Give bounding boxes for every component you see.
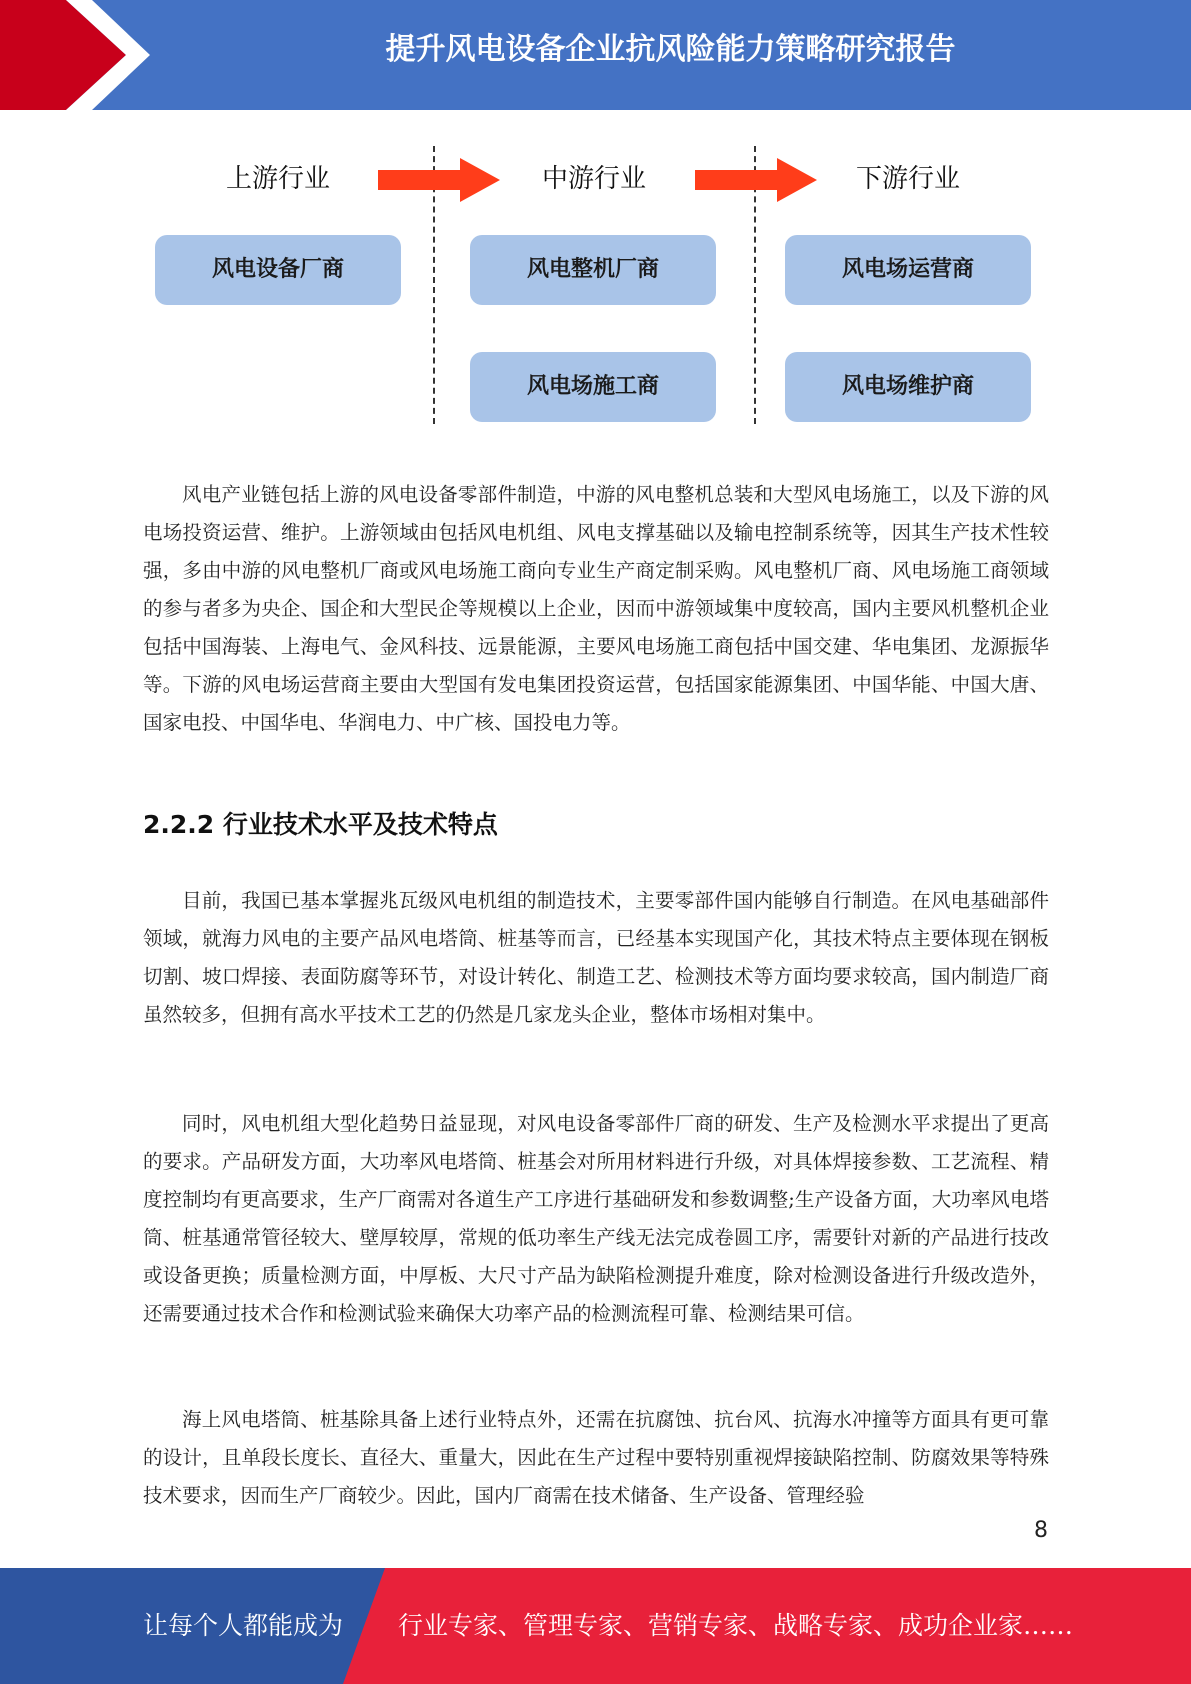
page-number: 8 bbox=[1034, 1518, 1048, 1543]
footer-slogan-left: 让每个人都能成为 bbox=[143, 1611, 344, 1640]
box-turbine-maker: 风电整机厂商 bbox=[470, 235, 716, 305]
box-windfarm-operator: 风电场运营商 bbox=[785, 235, 1031, 305]
box-windfarm-maintainer: 风电场维护商 bbox=[785, 352, 1031, 422]
header-chevron-decoration bbox=[0, 0, 160, 110]
paragraph-tech-level: 目前，我国已基本掌握兆瓦级风电机组的制造技术，主要零部件国内能够自行制造。在风电基础部件领域，就海力风电的主要产品风电塔筒、桩基等而言，已经基本实现国产化，其技术特点主要体现在钢板切割、坡口焊接、表面防腐等环节，对设计转化、制造工艺、检测技术等方面均要求较高，国内制造厂商虽然较多，但拥有高水平技术工艺的仍然是几家龙头企业，整体市场相对集中。 bbox=[143, 889, 1049, 1026]
right-arrow-icon bbox=[378, 158, 500, 202]
report-title: 提升风电设备企业抗风险能力策略研究报告 bbox=[385, 32, 956, 67]
page-footer bbox=[0, 1568, 1191, 1684]
paragraph-block-4 bbox=[143, 1401, 1049, 1515]
page-header bbox=[0, 0, 1191, 110]
stage-label-upstream: 上游行业 bbox=[225, 164, 330, 194]
paragraph-offshore: 海上风电塔筒、桩基除具备上述行业特点外，还需在抗腐蚀、抗台风、抗海水冲撞等方面具有更可靠的设计，且单段长度长、直径大、重量大，因此在生产过程中要特别重视焊接缺陷控制、防腐效果等特殊技术要求，因而生产厂商较少。因此，国内厂商需在技术储备、生产设备、管理经验 bbox=[143, 1408, 1049, 1507]
stage-label-midstream: 中游行业 bbox=[541, 164, 646, 194]
section-heading: 2.2.2 行业技术水平及技术特点 bbox=[143, 810, 498, 839]
industry-chain-diagram bbox=[0, 130, 1191, 440]
paragraph-block-2 bbox=[143, 882, 1049, 1034]
paragraph-block-1 bbox=[143, 476, 1049, 742]
footer-slogan-right: 行业专家、管理专家、营销专家、战略专家、成功企业家…… bbox=[398, 1611, 1074, 1640]
right-arrow-icon bbox=[695, 158, 817, 202]
box-wind-equipment-maker: 风电设备厂商 bbox=[155, 235, 401, 305]
paragraph-industry-chain: 风电产业链包括上游的风电设备零部件制造，中游的风电整机总装和大型风电场施工，以及下游的风电场投资运营、维护。上游领域由包括风电机组、风电支撑基础以及输电控制系统等，因其生产技术性较强，多由中游的风电整机厂商或风电场施工商向专业生产商定制采购。风电整机厂商、风电场施工商领域的参与者多为央企、国企和大型民企等规模以上企业，因而中游领域集中度较高，国内主要风机整机企业包括中国海装、上海电气、金风科技、远景能源，主要风电场施工商包括中国交建、华电集团、龙源振华等。下游的风电场运营商主要由大型国有发电集团投资运营，包括国家能源集团、中国华能、中国大唐、国家电投、中国华电、华润电力、中广核、国投电力等。 bbox=[143, 483, 1049, 734]
paragraph-block-3 bbox=[143, 1105, 1049, 1333]
paragraph-large-scale-trend: 同时，风电机组大型化趋势日益显现，对风电设备零部件厂商的研发、生产及检测水平求提出了更高的要求。产品研发方面，大功率风电塔筒、桩基会对所用材料进行升级，对具体焊接参数、工艺流程、精度控制均有更高要求，生产厂商需对各道生产工序进行基础研发和参数调整;生产设备方面，大功率风电塔筒、桩基通常管径较大、壁厚较厚，常规的低功率生产线无法完成卷圆工序，需要针对新的产品进行技改或设备更换；质量检测方面，中厚板、大尺寸产品为缺陷检测提升难度，除对检测设备进行升级改造外，还需要通过技术合作和检测试验来确保大功率产品的检测流程可靠、检测结果可信。 bbox=[143, 1112, 1049, 1325]
stage-label-downstream: 下游行业 bbox=[855, 164, 960, 194]
box-windfarm-constructor: 风电场施工商 bbox=[470, 352, 716, 422]
